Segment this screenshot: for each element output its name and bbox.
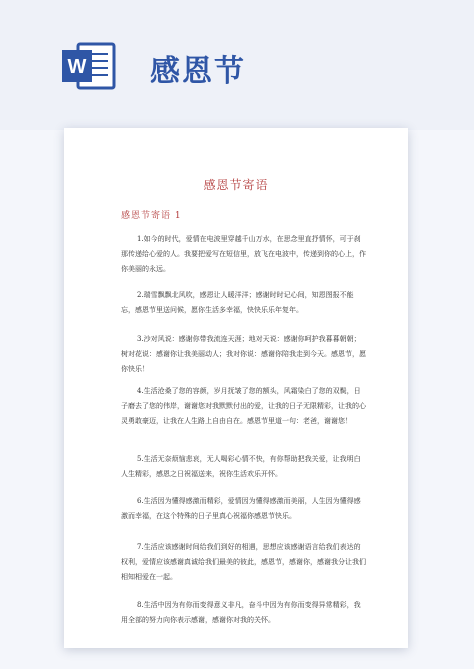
paragraph-3: 3.沙对风说：感谢你带我流连天涯；地对天说：感谢你呵护我暮暮朝朝；树对花说：感谢你让我美丽动人；我对你说：感谢你陪我走到今天。感恩节，愿你快乐！ (121, 335, 366, 373)
paragraph-1: 1.如今的时代，爱情在电波里穿越千山万水，在思念里直抒情怀，可于刹那传递给心爱的人。我要把爱写在短信里，放飞在电波中，传递到你的心上，作你美丽的永远。 (121, 235, 366, 273)
paragraph-5: 5.生活无奈烦恼悲哀，无人喝彩心情不快，有你帮助把我关爱，让我明白人生精彩，感恩之日祝福送来，祝你生活欢乐开怀。 (121, 455, 361, 478)
paragraph-7: 7.生活应该感谢时间给我们到好的相遇，思想应该感谢语言给我们表达的权利，爱情应该感谢真诚给我们最美的彼此，感恩节，感谢你，感谢我分让我们相知相爱在一起。 (121, 543, 366, 581)
section-heading: 感恩节寄语 1 (121, 211, 182, 221)
paragraph-4: 4.生活沧桑了您的容颜，岁月抚皱了您的额头，风霜染白了您的双鬓，日子磨去了您的伟岸，谢谢您对我默默付出的爱，让我的日子无限精彩，让我的心灵勇敢豪迈，让我在人生路上自由自在。感恩节里道一句：老爸，谢谢您！ (121, 387, 366, 425)
document-page (64, 128, 408, 648)
word-document-icon (60, 40, 118, 92)
banner-title: 感恩节 (150, 54, 246, 89)
paragraph-6: 6.生活因为懂得感激而精彩，爱情因为懂得感激而美丽，人生因为懂得感激而幸福，在这个特殊的日子里真心祝福你感恩节快乐。 (121, 497, 361, 520)
paragraph-2: 2.瑞雪飘飘北风吹，感恩让人暖洋洋；感谢时时记心间，知恩图报不能忘，感恩节里送问候，愿你生活多幸福，快快乐乐年复年。 (121, 291, 354, 314)
paragraph-8: 8.生活中因为有你而变得意义非凡，奋斗中因为有你而变得异常精彩，我用全部的努力向你表示感谢，感谢你对我的关怀。 (121, 601, 361, 624)
banner (0, 0, 474, 130)
document-title: 感恩节寄语 (203, 178, 269, 192)
svg-text:W: W (67, 56, 87, 78)
